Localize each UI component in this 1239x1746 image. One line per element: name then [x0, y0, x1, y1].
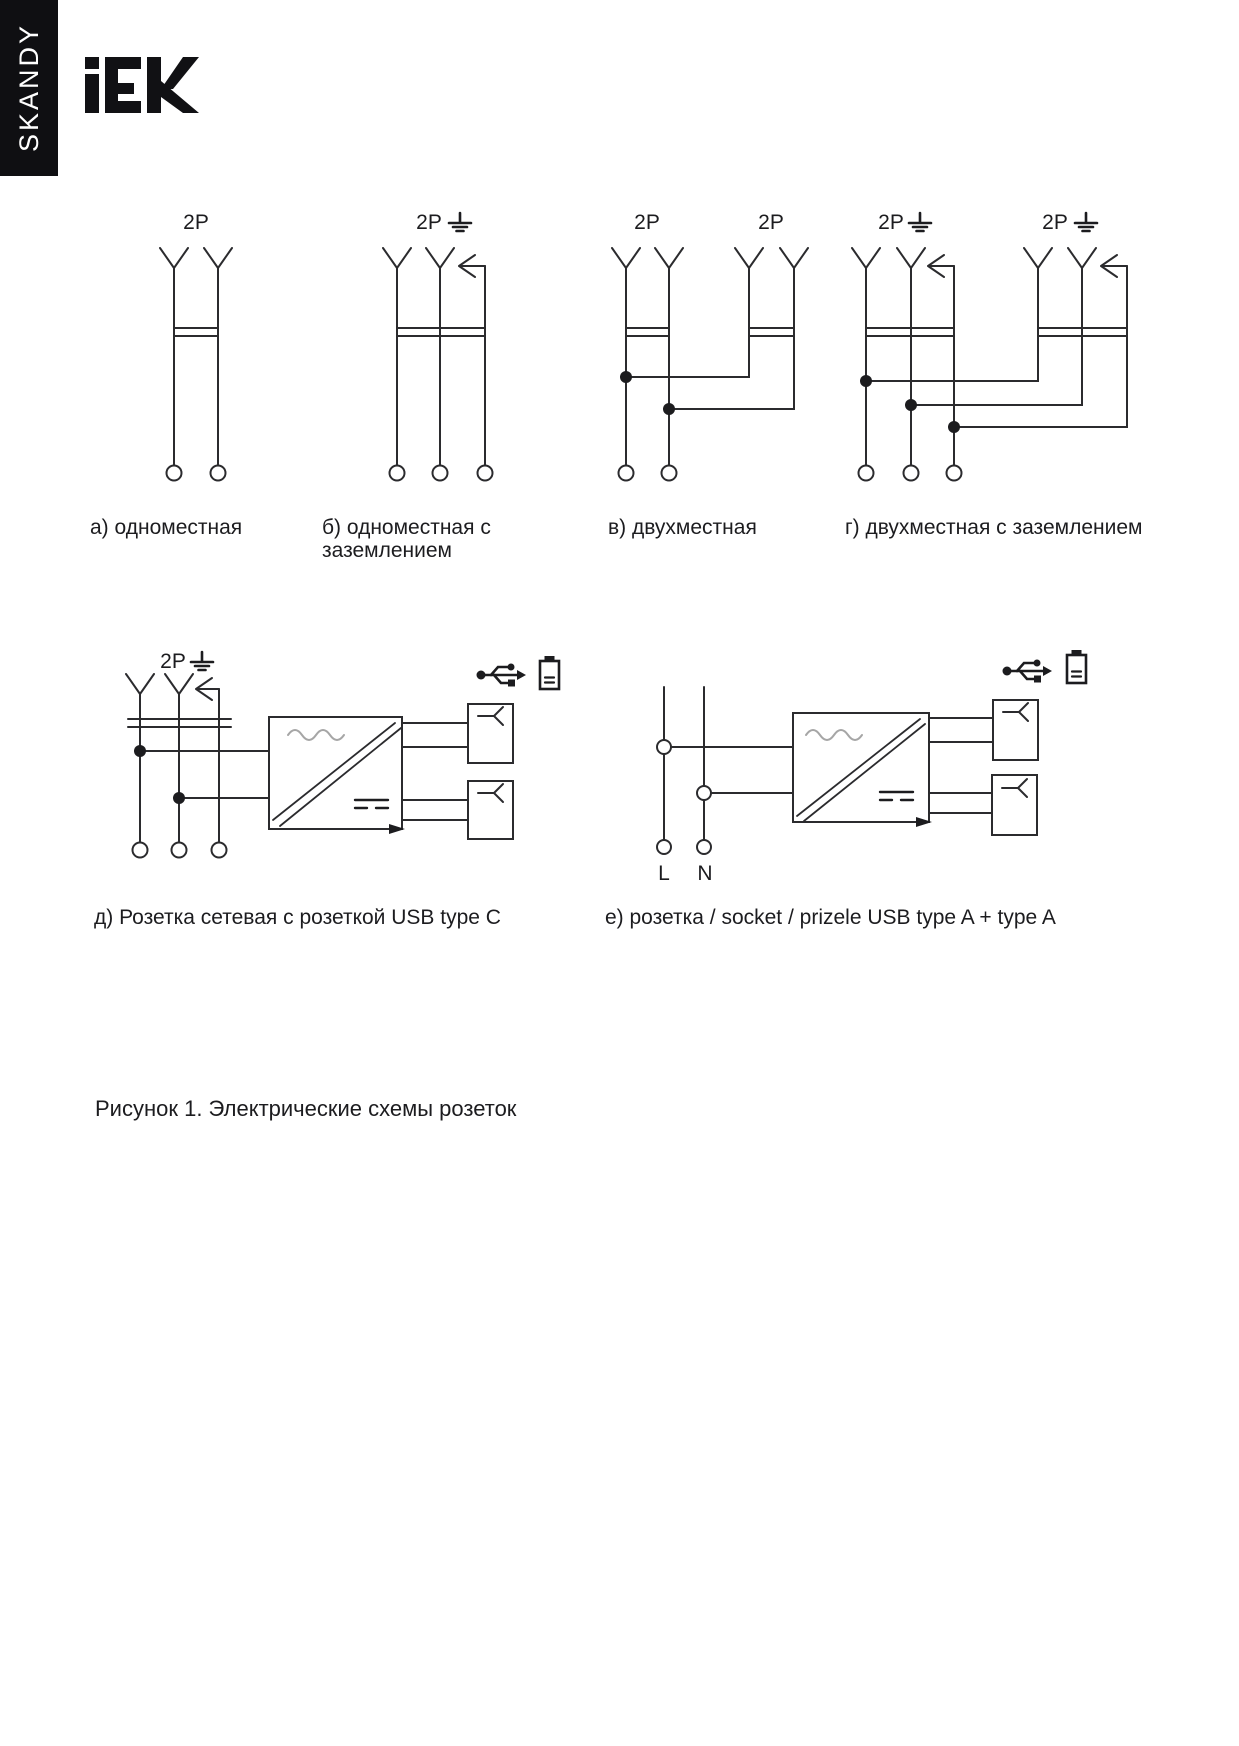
terminal-circle: [697, 840, 711, 854]
plug-contact-icon: [383, 248, 411, 268]
ac-wave-icon: [288, 730, 344, 740]
pole-count-label: 2P: [160, 650, 186, 673]
diagram-e-socket-usb-type-a: [657, 650, 1086, 885]
ground-arrow-icon: [459, 255, 485, 277]
tap-terminal-circle: [697, 786, 711, 800]
socket-body-bar: [626, 328, 669, 336]
terminal-circle: [211, 466, 226, 481]
junction-dot: [663, 403, 675, 415]
usb-icon: [1003, 660, 1053, 683]
diagram-g-double-socket-grounded: [852, 211, 1127, 481]
terminal-circle: [657, 840, 671, 854]
pole-count-label: 2P: [758, 211, 784, 234]
ac-dc-converter: [793, 713, 932, 827]
battery-icon: [540, 656, 559, 689]
terminal-circle: [662, 466, 677, 481]
caption-diagram-b: б) одноместная с заземлением: [322, 516, 491, 563]
usb-output-port: [993, 700, 1038, 760]
output-wire: [929, 718, 993, 813]
diagram-b-single-socket-grounded: [383, 211, 493, 481]
terminal-circle: [133, 843, 148, 858]
ground-icon: [449, 213, 471, 231]
plug-contact-icon: [780, 248, 808, 268]
pole-count-label: 2P: [878, 211, 904, 234]
junction-dot: [173, 792, 185, 804]
terminal-circle: [859, 466, 874, 481]
caption-diagram-a: а) одноместная: [90, 516, 243, 539]
plug-contact-icon: [1024, 248, 1052, 268]
usb-output-port: [468, 704, 513, 763]
battery-icon: [1067, 650, 1086, 683]
converter-diagonal: [797, 719, 925, 821]
terminal-circle: [167, 466, 182, 481]
diagram-a-single-socket: [160, 211, 232, 481]
junction-dot: [620, 371, 632, 383]
socket-body-bar: [174, 328, 218, 336]
plug-contact-icon: [852, 248, 880, 268]
diagram-v-double-socket: [612, 211, 808, 481]
ground-arrow-icon: [928, 255, 954, 277]
terminal-circle: [619, 466, 634, 481]
ground-icon: [1075, 213, 1097, 231]
socket-contact-icon: [1002, 779, 1027, 797]
terminal-circle: [478, 466, 493, 481]
tap-terminal-circle: [657, 740, 671, 754]
ac-wave-icon: [806, 730, 862, 740]
pole-count-label: 2P: [416, 211, 442, 234]
socket-body-bar: [749, 328, 794, 336]
caption-diagram-g: г) двухместная с заземлением: [845, 516, 1143, 539]
terminal-circle: [947, 466, 962, 481]
terminal-circle: [433, 466, 448, 481]
link-wire: [866, 268, 1038, 381]
socket-contact-icon: [478, 784, 503, 802]
plug-contact-icon: [204, 248, 232, 268]
output-wire: [402, 723, 468, 820]
plug-contact-icon: [165, 674, 193, 694]
plug-contact-icon: [426, 248, 454, 268]
socket-contact-icon: [1003, 703, 1028, 721]
usb-output-port: [992, 775, 1037, 835]
line-terminal-label: L: [658, 862, 670, 885]
pole-count-label: 2P: [1042, 211, 1068, 234]
plug-contact-icon: [1068, 248, 1096, 268]
terminal-circle: [904, 466, 919, 481]
plug-contact-icon: [897, 248, 925, 268]
pole-count-label: 2P: [634, 211, 660, 234]
plug-contact-icon: [126, 674, 154, 694]
caption-diagram-e: е) розетка / socket / prizele USB type A + type A: [605, 906, 1056, 929]
figure-caption: Рисунок 1. Электрические схемы розеток: [95, 1096, 517, 1121]
link-wire: [669, 268, 794, 409]
ac-dc-converter: [269, 717, 405, 834]
link-wire: [671, 747, 793, 793]
usb-icon: [477, 664, 527, 687]
plug-contact-icon: [612, 248, 640, 268]
diagram-d-socket-usb-type-c: [126, 650, 559, 858]
junction-dot: [860, 375, 872, 387]
ground-arrow-icon: [196, 678, 219, 700]
junction-dot: [905, 399, 917, 411]
caption-diagram-d: д) Розетка сетевая с розеткой USB type C: [94, 906, 501, 929]
usb-output-port: [468, 781, 513, 839]
terminal-circle: [390, 466, 405, 481]
plug-contact-icon: [735, 248, 763, 268]
link-wire: [626, 268, 749, 377]
series-name-label: SKANDY: [13, 23, 44, 153]
link-wire: [140, 751, 269, 798]
socket-contact-icon: [478, 707, 503, 725]
junction-dot: [134, 745, 146, 757]
ground-icon: [191, 652, 213, 670]
terminal-circle: [212, 843, 227, 858]
terminal-circle: [172, 843, 187, 858]
plug-contact-icon: [655, 248, 683, 268]
caption-diagram-v: в) двухместная: [608, 516, 757, 539]
ground-icon: [909, 213, 931, 231]
neutral-terminal-label: N: [697, 862, 713, 885]
converter-diagonal: [273, 723, 401, 826]
pole-count-label: 2P: [183, 211, 209, 234]
junction-dot: [948, 421, 960, 433]
ground-arrow-icon: [1101, 255, 1127, 277]
link-wire: [954, 266, 1127, 427]
plug-contact-icon: [160, 248, 188, 268]
